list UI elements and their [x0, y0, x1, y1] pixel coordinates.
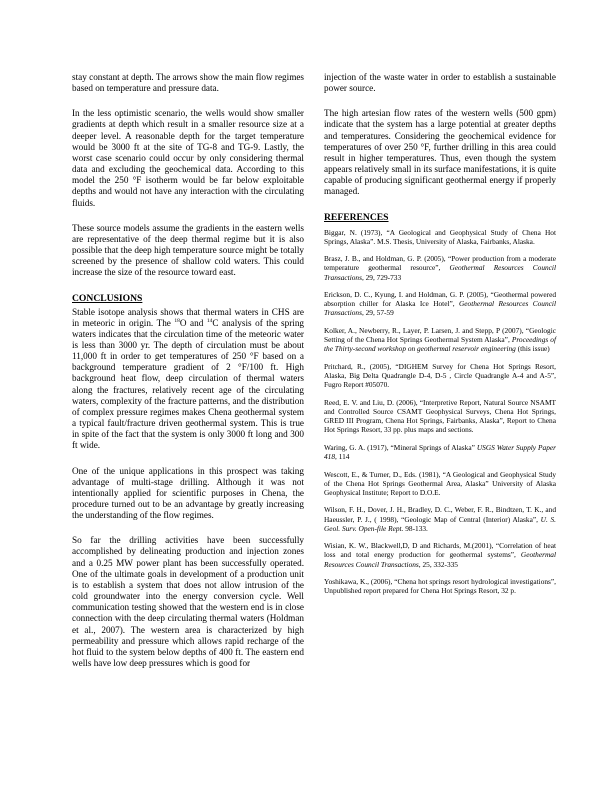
reference-item — [324, 362, 556, 389]
right-column — [324, 72, 556, 604]
paragraph: The high artesian flow rates of the western wells (500 gpm) indicate that the system has a large potential at greater depths and temperatures. Considering the geochemical evidence for temperatures of over 250 °F, further drilling in this area could result in higher temperatures. Thus, even though the system appears relatively small in its surface manifestations, it is quite capable of producing significant geothermal energy if properly managed. — [324, 108, 556, 197]
ref-italic: Geothermal Resources Council Transactions — [324, 263, 556, 282]
ref-tail: , 114 — [335, 451, 350, 461]
superscript: 18 — [174, 317, 180, 324]
ref-italic: Geothermal Resources Council Transactions — [324, 299, 556, 318]
ref-tail: 98-133. — [403, 523, 428, 533]
ref-text: Brasz, J. B., and Holdman, G. P. (2005), “Power production from a moderate temperature geothermal resource”, — [324, 254, 556, 273]
ref-italic: U. S. Geol. Surv. Open-file Rept. — [324, 514, 557, 533]
paragraph: One of the unique applications in this prospect was taking advantage of multi-stage drilling. Although it was not intentionally applied for scientific purposes in Chena, the procedure turned out to be an advantage by greatly increasing the understanding of the flow regimes. — [72, 465, 304, 521]
reference-item — [324, 577, 556, 595]
ref-italic: USGS Water Supply Paper 418 — [324, 442, 556, 461]
ref-text: Pritchard, R., (2005), “DIGHEM Survey for Chena Hot Springs Resort, Alaska, Big Delta Quadrangle D-4, D-5 , Circle Quadrangle A-4 and A-5”, Fugro Report #05070. — [324, 361, 556, 390]
reference-item — [324, 541, 556, 568]
ref-text: Biggar, N. (1973), “A Geological and Geophysical Study of Chena Hot Springs, Alaska”. M.S. Thesis, University of Alaska, Fairbanks, Alaska. — [324, 227, 556, 246]
text-run: Stable isotope analysis shows that thermal waters in CHS are in meteoric in origin. The — [72, 306, 304, 328]
left-column — [72, 72, 304, 683]
reference-item — [324, 326, 556, 353]
paragraph: In the less optimistic scenario, the wells would show smaller gradients at depth which result in a smaller resource size at a deeper level. A reasonable depth for the target temperature would be 3000 ft at the site of TG-8 and TG-9. Lastly, the worst case scenario could occur by only considering thermal data and excluding the geochemical data. According to this model the 250 °F isotherm would be far below exploitable depths and would not have any interaction with the circulating fluids. — [72, 108, 304, 208]
paragraph: So far the drilling activities have been successfully accomplished by delineating production and injection zones and a 0.25 MW power plant has been successfully operated. One of the ultimate goals in development of a production unit is to establish a system that does not allow intrusion of the cold groundwater into the energy conversion cycle. Well communication testing showed that the western end is in close connection with the deep circulating thermal waters (Holdman et al., 2007). The western area is characterized by high permeability and pressure which allows rapid recharge of the hot fluid to the system below depths of 400 ft. The eastern end wells have low deep pressures which is good for — [72, 535, 304, 669]
reference-item — [324, 505, 556, 532]
references-heading: REFERENCES — [324, 211, 389, 223]
ref-text: Wilson, F. H., Dover, J. H., Bradley, D. C., Weber, F. R., Bindtzen, T. K., and Haeussler, P. J., ( 1998), “Geologic Map of Central (Interior) Alaska”, — [324, 505, 556, 524]
ref-text: Yoshikawa, K., (2006), “Chena hot springs resort hydrological investigations”, Unpublished report prepared for Chena Hot Springs Resort, 32 p. — [324, 577, 556, 596]
reference-item — [324, 290, 556, 317]
ref-tail: (this issue) — [515, 344, 550, 354]
ref-text: Reed, E. V. and Liu, D. (2006), “Interpretive Report, Natural Source NSAMT and Controlled Source CSAMT Geophysical Surveys, Chena Hot Springs, GRED III Program, Chena Hot Springs, Fairbanks, Alaska”, Report to Chena Hot Springs Resort, 33 pp. plus maps and sections. — [324, 397, 556, 435]
ref-text: Erickson, D. C., Kyung, I. and Holdman, G. P. (2005), “Geothermal powered absorption chiller for Alaska Ice Hotel”, — [324, 290, 556, 309]
ref-italic: Proceedings of the Thirty-second workshop on geothermal reservoir engineering — [324, 335, 557, 354]
paragraph: stay constant at depth. The arrows show the main flow regimes based on temperature and pressure data. — [72, 72, 304, 94]
ref-italic: Geothermal Resources Council Transactions — [324, 550, 556, 569]
text-run: O and — [179, 317, 207, 328]
ref-text: Wescott, E., & Turner, D., Eds. (1981), “A Geological and Geophysical Study of the Chena Hot Springs Geothermal Area, Alaska” University of Alaska Geophysical Institute; Report to D.O.E. — [324, 469, 556, 497]
reference-item — [324, 470, 556, 497]
reference-item — [324, 254, 556, 281]
ref-text: Kolker, A., Newberry, R., Layer, P. Larsen, J. and Stepp, P (2007), “Geologic Setting of the Chena Hot Springs Geothermal System Alaska”, — [324, 326, 556, 345]
reference-item — [324, 228, 556, 246]
paragraph: These source models assume the gradients in the eastern wells are representative of the deep thermal regime but it is also possible that the deep high temperature source might be totally screened by the presence of shallow cold waters. This could increase the size of the resource toward east. — [72, 222, 304, 278]
text-run: C analysis of the spring waters indicates that the circulation time of the meteoric water is less than 3000 yr. The depth of circulation must be about 11,000 ft in order to get temperatures of 250 °F based on a background temperature gradient of 2 °F/100 ft. High background heat flow, deep circulation of thermal waters along the fractures, relatively recent age of the circulating waters, complexity of the fracture patterns, and the distribution of complex pressure regimes makes Chena geothermal system a typical fault/fracture driven geothermal system. This is true in spite of the fact that the system is only 3000 ft long and 300 ft wide. — [72, 317, 305, 451]
ref-text: Wisian, K. W., Blackwell,D, D and Richards, M.(2001), “Correlation of heat loss and total energy production for geothermal systems”, — [324, 541, 556, 560]
ref-tail: , 25, 332-335 — [418, 559, 458, 569]
isotope-paragraph — [72, 307, 304, 452]
reference-item — [324, 398, 556, 434]
reference-item — [324, 443, 556, 461]
ref-tail: , 29, 729-733 — [361, 272, 402, 282]
superscript: 14 — [206, 317, 213, 324]
ref-text: Waring, G. A. (1917), “Mineral Springs of Alaska” — [324, 442, 477, 452]
conclusions-heading: CONCLUSIONS — [72, 292, 143, 304]
reference-list — [324, 228, 556, 596]
ref-tail: , 29, 57-59 — [361, 308, 394, 318]
paragraph: injection of the waste water in order to establish a sustainable power source. — [324, 72, 556, 94]
